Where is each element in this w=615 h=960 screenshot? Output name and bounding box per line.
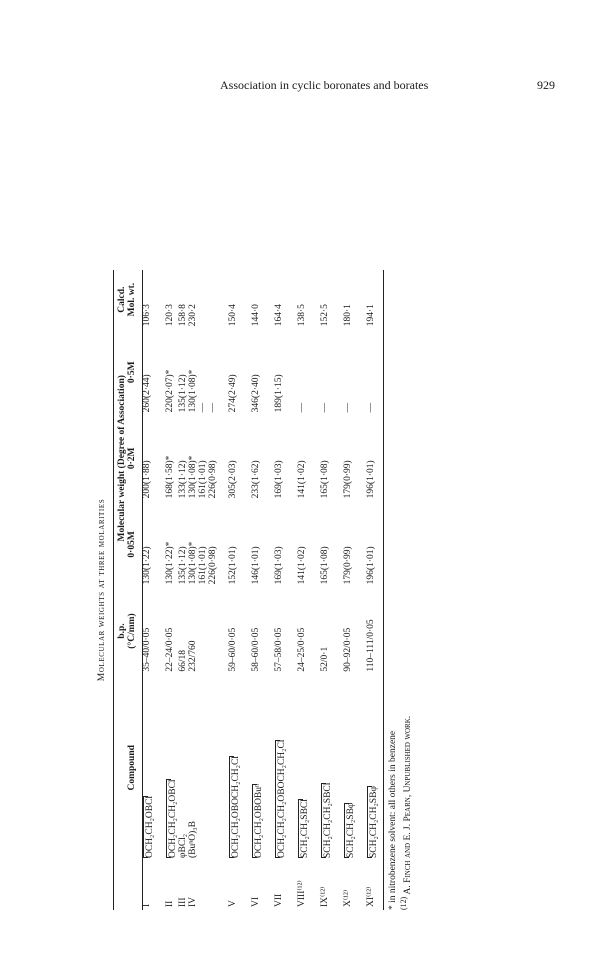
table-footnotes [387, 270, 415, 910]
ring-bracket [344, 803, 349, 858]
cell-id: I [141, 903, 152, 907]
cell-calc: 144·0 [250, 304, 261, 327]
compound-text: OCH₂CH₂CH₂OBOCH₂CH₂Cl [276, 739, 287, 858]
cell-compound [242, 675, 265, 861]
cell-m005: 130(1·08)* [187, 541, 198, 585]
cell-id: VI [250, 896, 261, 907]
table-row [288, 270, 311, 910]
cell-m02: 226(0·98) [207, 460, 218, 499]
cell-compound [357, 675, 383, 861]
ring-bracket [143, 796, 148, 858]
compound-formula [166, 779, 179, 858]
compound-formula [298, 799, 311, 858]
table-row [265, 270, 288, 910]
header-compound [114, 675, 128, 861]
cell-calc: 158·8 [177, 304, 188, 327]
cell-calc: 152·5 [319, 304, 330, 327]
table-row [189, 270, 199, 910]
cell-m05: — [319, 402, 330, 413]
cell-m005: 141(1·02) [296, 546, 307, 585]
cell-m05: 135(1·12) [177, 374, 188, 413]
table-body [142, 270, 383, 910]
compound-formula [321, 783, 334, 858]
cell-bp: 35–40/0·05 [141, 627, 152, 672]
cell-m005: 146(1·01) [250, 546, 261, 585]
cell-m05: — [197, 402, 208, 413]
cell-m005: 226(0·98) [207, 546, 218, 585]
cell-bp: 57–58/0·05 [273, 627, 284, 672]
rotated-table-block [97, 270, 517, 910]
header-bp-line1: b.p. [114, 587, 128, 674]
ring-bracket [166, 779, 171, 858]
cell-m05: 260(2·44) [141, 374, 152, 413]
cell-m005: 152(1·01) [227, 546, 238, 585]
cell-calc: 180·1 [342, 304, 353, 327]
compound-formula [229, 756, 242, 858]
cell-m05: 189(1·15) [273, 374, 284, 413]
compound-text: OCH₂CH₂OBOBuⁿ [253, 783, 264, 858]
molecular-weights-table [113, 270, 384, 910]
cell-m005: 130(1·22) [141, 546, 152, 585]
cell-calc: 164·4 [273, 304, 284, 327]
compound-text: OCH₂CH₂CH₂OBCl [167, 779, 178, 858]
cell-m005: 161(1·01) [197, 546, 208, 585]
cell-id: XI⁽¹²⁾ [357, 861, 383, 910]
cell-calc: 106·3 [141, 304, 152, 327]
table-row [209, 270, 219, 910]
cell-m05: 220(2·07)* [164, 369, 175, 413]
cell-id: IV [187, 896, 198, 907]
table-row [179, 270, 189, 910]
cell-m02: 305(2·03) [227, 460, 238, 499]
table-row [242, 270, 265, 910]
compound-text: OCH₂CH₂OBCl [144, 795, 155, 858]
cell-id: VII [273, 893, 284, 907]
header-calcd-line1: Calcd. [114, 270, 128, 329]
table-row [219, 270, 242, 910]
cell-id: X⁽¹²⁾ [342, 889, 353, 907]
footnote-ref-text: A. Finch and E. J. Pearn, Unpublished work. [403, 715, 414, 895]
running-head-title: Association in cyclic boronates and borates [220, 78, 429, 92]
header-id-2 [128, 861, 142, 910]
cell-bp [209, 587, 219, 674]
ring-bracket [252, 784, 257, 858]
cell-m05: 130(1·08)* [187, 369, 198, 413]
cell-id: II [164, 900, 175, 907]
table-row [311, 270, 334, 910]
cell-calc: 230·2 [187, 304, 198, 327]
cell-compound [156, 675, 179, 861]
cell-bp: 232/760 [187, 640, 198, 672]
cell-compound: φBCl₂ [177, 833, 188, 858]
cell-m02: 233(1·62) [250, 460, 261, 499]
header-calcd-line2: Mol. wt. [128, 270, 142, 329]
cell-bp: 66/18 [177, 649, 188, 672]
compound-text: SCH₂CH₂SBCl [299, 799, 310, 858]
table-caption: Molecular weights at three molarities [97, 498, 107, 682]
table-row [357, 270, 383, 910]
footnote-ref [399, 270, 415, 910]
ring-bracket [367, 786, 372, 858]
compound-formula [252, 784, 265, 858]
table-row [156, 270, 179, 910]
cell-calc [199, 270, 209, 329]
header-m05: 0·5M [128, 329, 142, 415]
ring-bracket [298, 799, 303, 858]
header-mw-group: Molecular weight (Degree of Association) [114, 329, 128, 587]
cell-m02: 165(1·08) [319, 460, 330, 499]
cell-calc [209, 270, 219, 329]
cell-m02: 196(1·01) [357, 415, 383, 501]
header-m02: 0·2M [128, 415, 142, 501]
cell-m02: 130(1·08)* [187, 455, 198, 499]
table-row [334, 270, 357, 910]
cell-m05: — [207, 402, 218, 413]
cell-id: IX⁽¹²⁾ [319, 886, 330, 907]
compound-formula [275, 740, 288, 858]
cell-compound: (BuⁿO)₃B [187, 821, 198, 858]
cell-compound [288, 675, 311, 861]
cell-m05: 346(2·40) [250, 374, 261, 413]
footnote-star: * in nitrobenzene solvent: all others in benzene [387, 730, 398, 910]
compound-text: SCH₂CH₂CH₂SBCl [322, 782, 333, 858]
cell-bp: 90–92/0·05 [342, 627, 353, 672]
cell-m005: 165(1·08) [319, 546, 330, 585]
ring-bracket [229, 756, 234, 858]
cell-m005: 130(1·22)* [164, 541, 175, 585]
compound-text: SCH₂CH₂CH₂SBφ [368, 786, 379, 858]
cell-m02: 179(0·99) [342, 460, 353, 499]
compound-formula [344, 803, 357, 858]
cell-m02: 168(1·58)* [164, 455, 175, 499]
header-id [114, 861, 128, 910]
cell-m005: 169(1·03) [273, 546, 284, 585]
cell-id: III [177, 897, 188, 907]
cell-compound [142, 675, 155, 861]
header-bp-line2: (°C/mm) [128, 587, 142, 674]
cell-bp: 22–24/0·05 [164, 627, 175, 672]
cell-bp: 24–25/0·05 [296, 627, 307, 672]
cell-bp: 52/0·1 [319, 646, 330, 672]
cell-id: V [227, 900, 238, 907]
cell-bp: 58–60/0·05 [250, 627, 261, 672]
cell-m05: 274(2·49) [227, 374, 238, 413]
cell-compound [334, 675, 357, 861]
table-row [142, 270, 155, 910]
cell-m005: 196(1·01) [357, 501, 383, 587]
cell-m005: 135(1·12) [177, 546, 188, 585]
cell-m05: — [342, 402, 353, 413]
cell-bp: 59–60/0·05 [227, 627, 238, 672]
cell-compound [219, 675, 242, 861]
cell-m02: 161(1·01) [197, 460, 208, 499]
cell-calc: 138·5 [296, 304, 307, 327]
compound-formula [367, 786, 380, 858]
cell-calc: 150·4 [227, 304, 238, 327]
cell-compound [311, 675, 334, 861]
cell-m02: 141(1·02) [296, 460, 307, 499]
compound-formula [143, 796, 156, 858]
cell-bp: 110–111/0·05 [357, 587, 383, 674]
cell-compound [199, 675, 209, 861]
cell-id: VIII⁽¹²⁾ [296, 880, 307, 907]
ring-bracket [321, 783, 326, 858]
cell-id [199, 861, 209, 910]
cell-m005: 179(0·99) [342, 546, 353, 585]
cell-m05: — [296, 402, 307, 413]
cell-m02: 169(1·03) [273, 460, 284, 499]
compound-text: OCH₂CH₂OBOCH₂CH₂Cl [230, 756, 241, 858]
header-m005: 0·05M [128, 501, 142, 587]
page-number: 929 [537, 78, 555, 92]
cell-compound [209, 675, 219, 861]
cell-compound [265, 675, 288, 861]
table-row [199, 270, 209, 910]
cell-m05: — [357, 329, 383, 415]
cell-id [209, 861, 219, 910]
compound-text: SCH₂CH₂SBφ [345, 802, 356, 858]
cell-calc: 194·1 [357, 270, 383, 329]
cell-m02: 200(1·88) [141, 460, 152, 499]
footnote-ref-marker: (12) [398, 896, 408, 910]
cell-calc: 120·3 [164, 304, 175, 327]
cell-bp [199, 587, 209, 674]
cell-m02: 133(1·12) [177, 460, 188, 499]
ring-bracket [275, 740, 280, 858]
header-compound-label: Compound [128, 675, 142, 861]
